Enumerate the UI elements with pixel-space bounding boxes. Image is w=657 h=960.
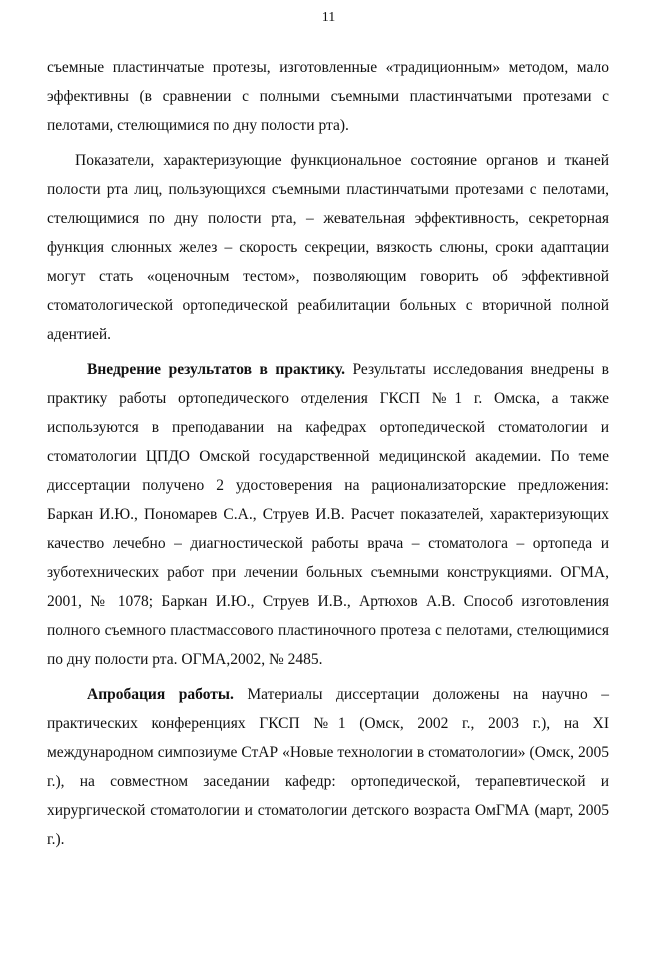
document-body [47,53,609,854]
paragraph-continuation [47,53,609,140]
paragraph-indicators [47,146,609,349]
paragraph-text: Результаты исследования внедрены в практику работы ортопедического отделения ГКСП №1 г. Омска, а также используются в преподавании на кафедрах ортопедической стоматологии и стоматологии ЦПДО Омской государственной медицинской академии. По теме диссертации получено 2 удостоверения на рационализаторские предложения: Баркан И.Ю., Пономарев С.А., Струев И.В. Расчет показателей, характеризующих качество лечебно – диагностической работы врача – стоматолога – ортопеда и зуботехнических работ при лечении больных съемными конструкциями. ОГМА, 2001, № 1078; Баркан И.Ю., Струев И.В., Артюхов А.В. Способ изготовления полного съемного пластмассового пластиночного протеза с пелотами, стелющимися по дну полости рта. ОГМА,2002, № 2485. [47,361,609,668]
paragraph-text: Показатели, характеризующие функциональное состояние органов и тканей полости рта лиц, пользующихся съемными пластинчатыми протезами с пелотами, стелющимися по дну полости рта, – жевательная эффективность, секреторная функция слюнных желез – скорость секреции, вязкость слюны, сроки адаптации могут стать «оценочным тестом», позволяющим говорить об эффективной стоматологической ортопедической реабилитации больных с вторичной полной адентией. [47,152,609,343]
paragraph-heading: Внедрение результатов в практику. [87,361,345,378]
paragraph-approbation [47,680,609,854]
paragraph-text: съемные пластинчатые протезы, изготовленные «традиционным» методом, мало эффективны (в сравнении с полными съемными пластинчатыми протезами с пелотами, стелющимися по дну полости рта). [47,59,609,134]
paragraph-implementation [47,355,609,674]
paragraph-heading: Апробация работы. [87,686,234,703]
page-number: 11 [321,10,336,25]
paragraph-text: Материалы диссертации доложены на научно – практических конференциях ГКСП №1 (Омск, 2002 г., 2003 г.), на XI международном симпозиуме СтАР «Новые технологии в стоматологии» (Омск, 2005 г.), на совместном заседании кафедр: ортопедической, терапевтической и хирургической стоматологии и стоматологии детского возраста ОмГМА (март, 2005 г.). [47,686,610,848]
